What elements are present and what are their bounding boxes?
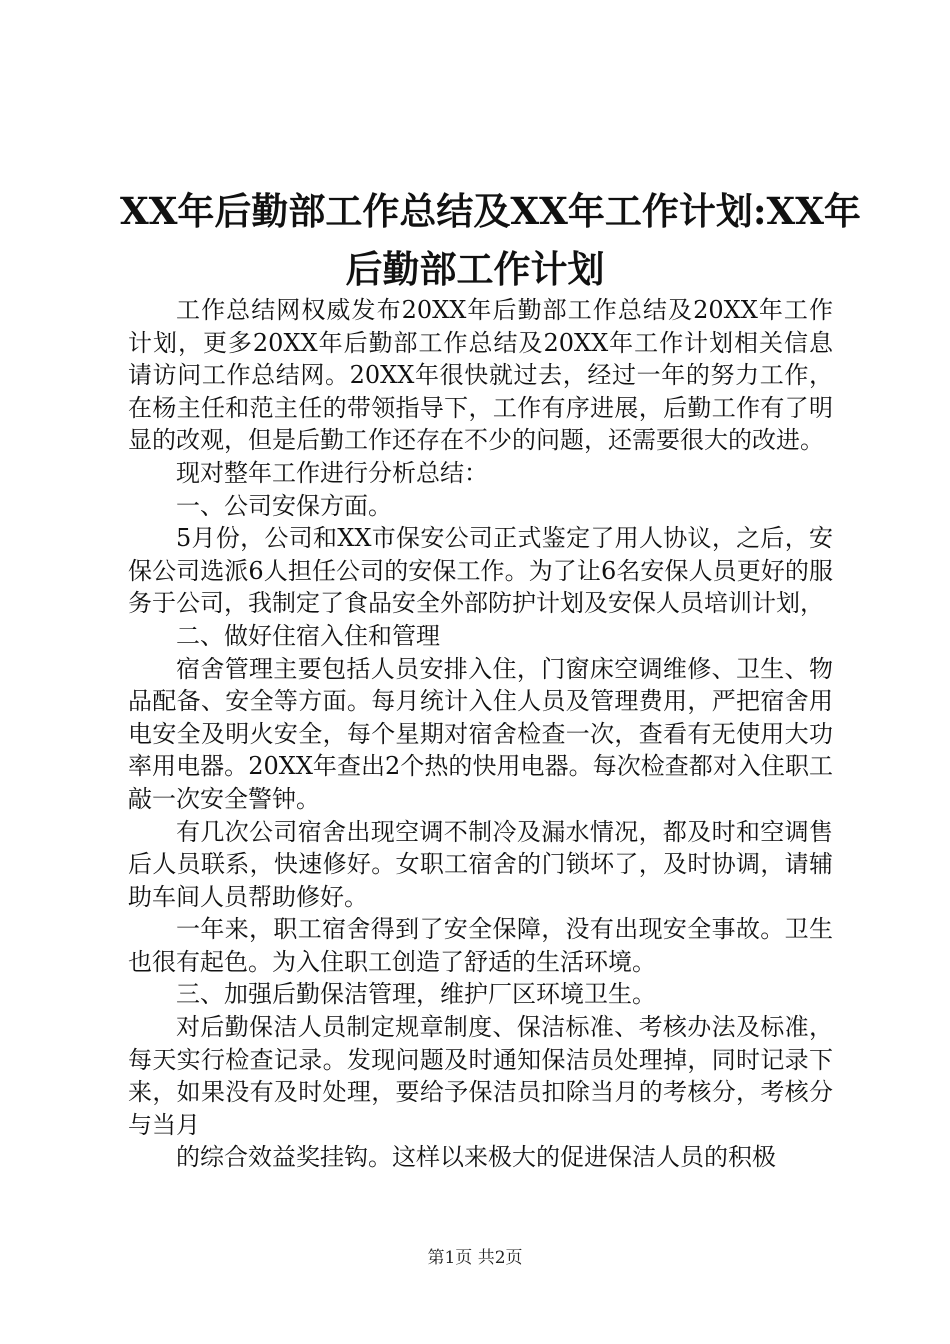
- paragraph-dormitory-repairs: 有几次公司宿舍出现空调不制冷及漏水情况，都及时和空调售后人员联系，快速修好。女职工宿舍的门锁坏了，及时协调，请辅助车间人员帮助修好。: [128, 817, 833, 911]
- page-footer: 第1页 共2页: [427, 1248, 523, 1268]
- section-heading-dormitory: 二、做好住宿入住和管理: [176, 621, 440, 650]
- paragraph-summary-lead: 现对整年工作进行分析总结：: [176, 458, 488, 487]
- paragraph-security: 5月份，公司和XX市保安公司正式鉴定了用人协议，之后，安保公司选派6人担任公司的安保工作。为了让6名安保人员更好的服务于公司，我制定了食品安全外部防护计划及安保人员培训计划，: [128, 524, 833, 618]
- paragraph-intro: 工作总结网权威发布20XX年后勤部工作总结及20XX年工作计划，更多20XX年后勤部工作总结及20XX年工作计划相关信息请访问工作总结网。20XX年很快就过去，经过一年的努力工作，在杨主任和范主任的带领指导下，工作有序进展，后勤工作有了明显的改观，但是后勤工作还存在不少的问题，还需要很大的改进。: [128, 296, 833, 455]
- paragraph-cleaning-incentive: 的综合效益奖挂钩。这样以来极大的促进保洁人员的积极: [176, 1143, 776, 1172]
- paragraph-cleaning-rules: 对后勤保洁人员制定规章制度、保洁标准、考核办法及标准，每天实行检查记录。发现问题及时通知保洁员处理掉，同时记录下来，如果没有及时处理，要给予保洁员扣除当月的考核分，考核分与当月: [128, 1013, 833, 1139]
- paragraph-dormitory-result: 一年来，职工宿舍得到了安全保障，没有出现安全事故。卫生也很有起色。为入住职工创造了舒适的生活环境。: [128, 915, 833, 976]
- document-title-line-1: XX年后勤部工作总结及XX年工作计划:XX年: [120, 189, 861, 233]
- section-heading-cleaning: 三、加强后勤保洁管理，维护厂区环境卫生。: [176, 980, 656, 1009]
- document-body: [128, 294, 833, 1174]
- section-heading-security: 一、公司安保方面。: [176, 491, 392, 520]
- document-title-line-2: 后勤部工作计划: [345, 247, 605, 291]
- paragraph-dormitory-management: 宿舍管理主要包括人员安排入住，门窗床空调维修、卫生、物品配备、安全等方面。每月统计入住人员及管理费用，严把宿舍用电安全及明火安全，每个星期对宿舍检查一次，查看有无使用大功率用电器。20XX年查出2个热的快用电器。每次检查都对入住职工敲一次安全警钟。: [128, 654, 833, 813]
